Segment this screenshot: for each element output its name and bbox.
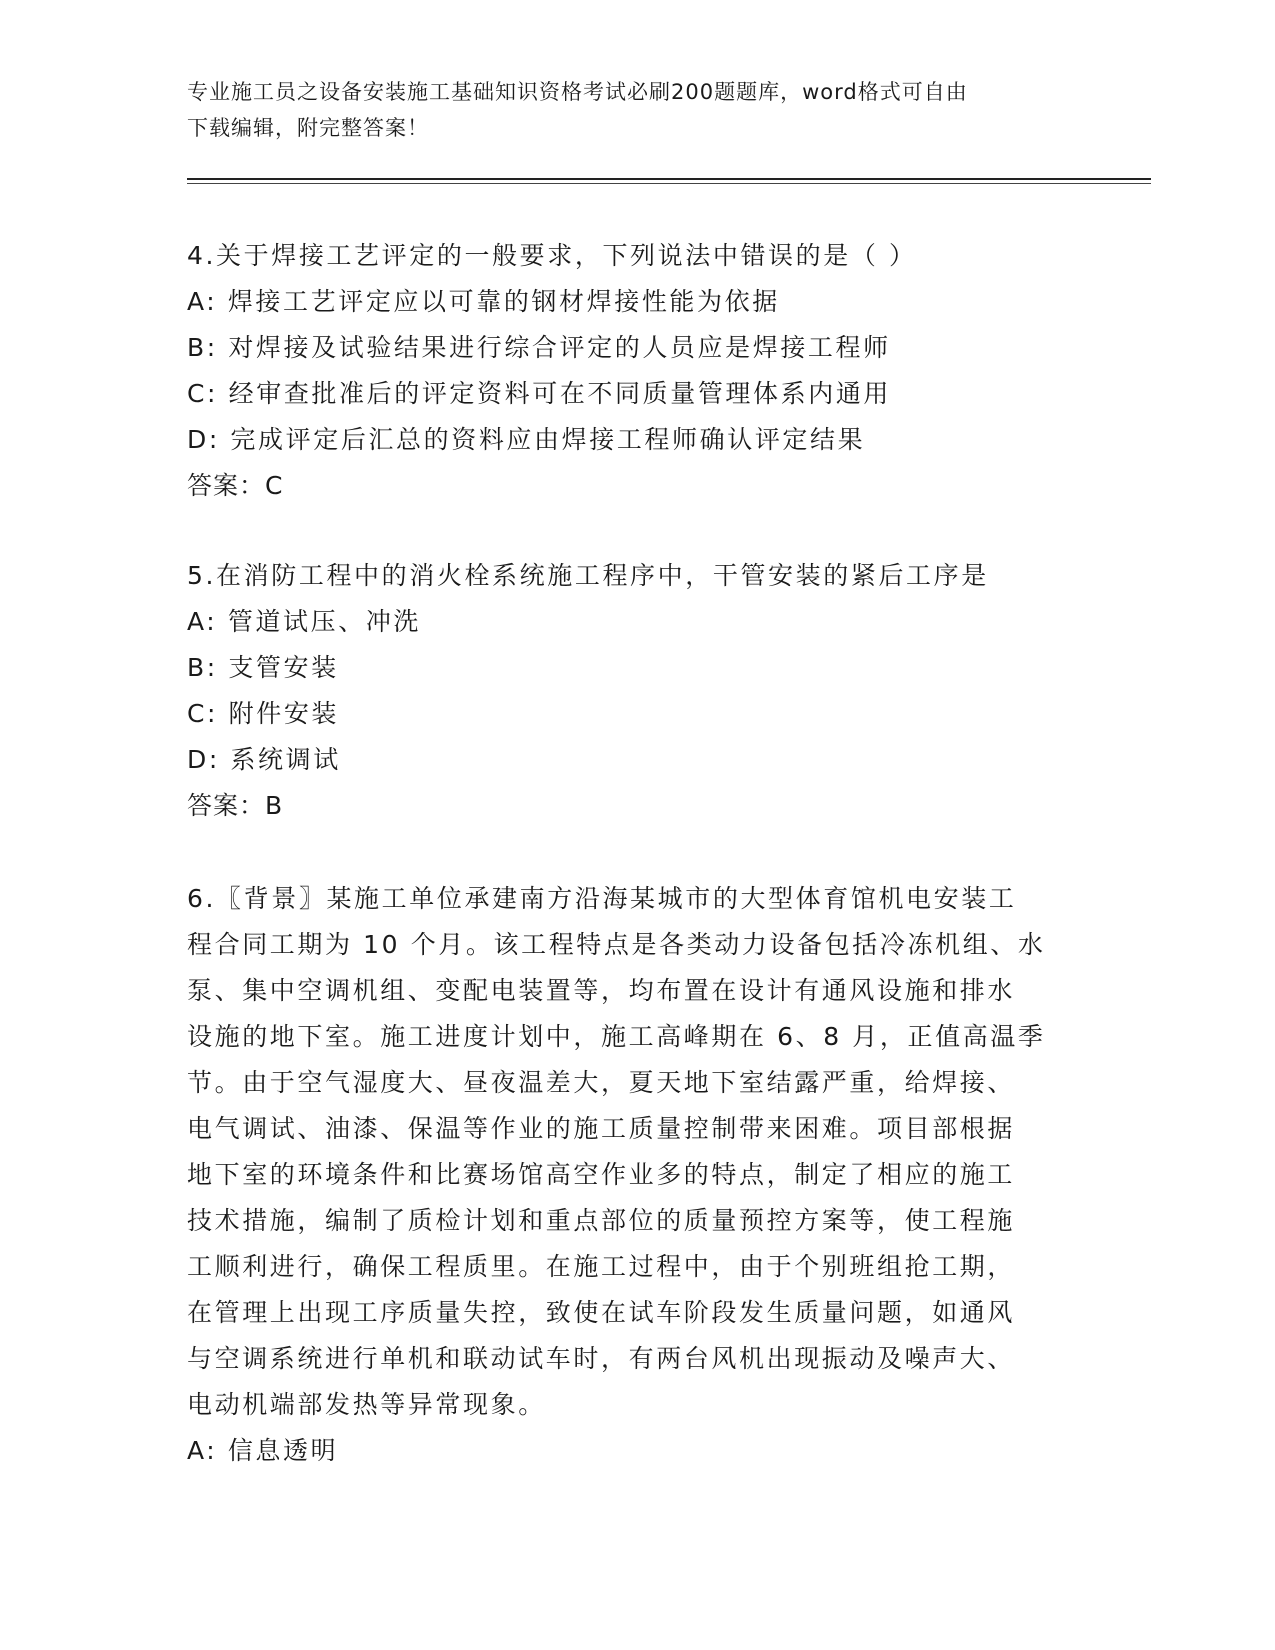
- question-stem: 5.在消防工程中的消火栓系统施工程序中，干管安装的紧后工序是: [187, 561, 989, 590]
- question-stem-line: 技术措施，编制了质检计划和重点部位的质量预控方案等，使工程施: [187, 1206, 1016, 1235]
- header-divider-thin: [187, 183, 1151, 184]
- spacer: [187, 829, 1087, 876]
- question-stem-line: 电气调试、油漆、保温等作业的施工质量控制带来困难。项目部根据: [187, 1114, 1016, 1143]
- question-stem: 4.关于焊接工艺评定的一般要求，下列说法中错误的是（ ）: [187, 241, 917, 270]
- answer-label: 答案：C: [187, 471, 284, 500]
- option-a: A: 信息透明: [187, 1436, 339, 1465]
- option-c: C: 附件安装: [187, 699, 340, 728]
- option-b: B: 对焊接及试验结果进行综合评定的人员应是焊接工程师: [187, 333, 891, 362]
- question-stem-line: 程合同工期为 10 个月。该工程特点是各类动力设备包括冷冻机组、水: [187, 930, 1046, 959]
- question-4: [187, 233, 1087, 509]
- document-body: [187, 233, 1087, 1474]
- question-stem-line: 设施的地下室。施工进度计划中，施工高峰期在 6、8 月，正值高温季: [187, 1022, 1046, 1051]
- question-stem-line: 6.〖背景〗某施工单位承建南方沿海某城市的大型体育馆机电安装工: [187, 884, 1017, 913]
- option-d: D: 系统调试: [187, 745, 341, 774]
- option-d: D: 完成评定后汇总的资料应由焊接工程师确认评定结果: [187, 425, 866, 454]
- question-stem-line: 工顺利进行，确保工程质里。在施工过程中，由于个别班组抢工期，: [187, 1252, 1016, 1281]
- header-line-1: 专业施工员之设备安装施工基础知识资格考试必刷200题题库，word格式可自由: [187, 80, 968, 104]
- spacer: [187, 509, 1087, 553]
- option-c: C: 经审查批准后的评定资料可在不同质量管理体系内通用: [187, 379, 892, 408]
- option-a: A: 焊接工艺评定应以可靠的钢材焊接性能为依据: [187, 287, 780, 316]
- question-stem-line: 电动机端部发热等异常现象。: [187, 1390, 546, 1419]
- question-stem-line: 在管理上出现工序质量失控，致使在试车阶段发生质量问题，如通风: [187, 1298, 1016, 1327]
- answer-label: 答案：B: [187, 791, 284, 820]
- question-stem-line: 地下室的环境条件和比赛场馆高空作业多的特点，制定了相应的施工: [187, 1160, 1016, 1189]
- header-line-2: 下载编辑，附完整答案！: [187, 116, 429, 140]
- question-stem-line: 与空调系统进行单机和联动试车时，有两台风机出现振动及噪声大、: [187, 1344, 1016, 1373]
- header-divider-thick: [187, 178, 1151, 180]
- option-b: B: 支管安装: [187, 653, 339, 682]
- question-6: [187, 876, 1087, 1474]
- question-stem-line: 节。由于空气湿度大、昼夜温差大，夏天地下室结露严重，给焊接、: [187, 1068, 1016, 1097]
- option-a: A: 管道试压、冲洗: [187, 607, 422, 636]
- question-5: [187, 553, 1087, 829]
- document-header: [187, 74, 1067, 146]
- question-stem-line: 泵、集中空调机组、变配电装置等，均布置在设计有通风设施和排水: [187, 976, 1016, 1005]
